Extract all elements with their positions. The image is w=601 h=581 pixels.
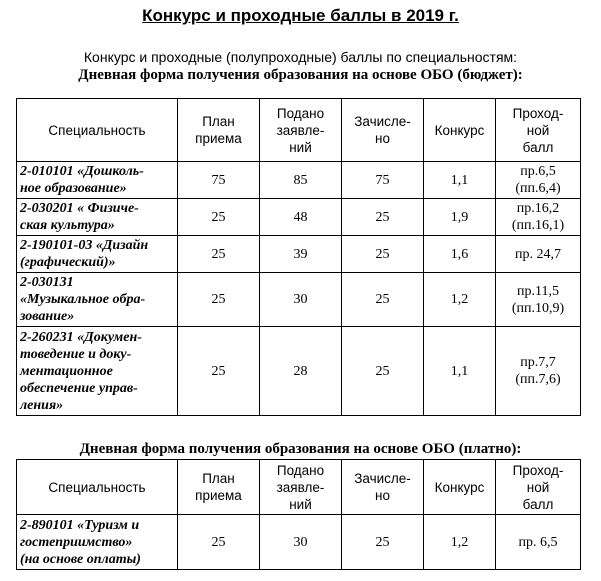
subtitle: Конкурс и проходные (полупроходные) баллы по специальностям: bbox=[83, 49, 518, 65]
header-competition: Конкурс bbox=[424, 99, 496, 162]
cell-specialty: 2-030201 « Физиче- ская культура» bbox=[17, 199, 178, 236]
cell-specialty: 2-030131 «Музыкальное обра- зование» bbox=[17, 273, 178, 327]
cell-competition: 1,6 bbox=[424, 236, 496, 273]
table-row bbox=[17, 327, 581, 416]
admission-table-paid bbox=[16, 459, 581, 570]
cell-submitted: 30 bbox=[260, 273, 342, 327]
cell-plan: 25 bbox=[178, 273, 260, 327]
cell-enrolled: 25 bbox=[342, 236, 424, 273]
cell-competition: 1,2 bbox=[424, 273, 496, 327]
cell-passing-score: пр.11,5 (пп.10,9) bbox=[496, 273, 581, 327]
cell-competition: 1,1 bbox=[424, 327, 496, 416]
table-header-row bbox=[17, 460, 581, 515]
header-plan: План приема bbox=[178, 99, 260, 162]
cell-competition: 1,9 bbox=[424, 199, 496, 236]
header-passing-score: Проход- ной балл bbox=[496, 460, 581, 515]
cell-enrolled: 25 bbox=[342, 327, 424, 416]
cell-enrolled: 25 bbox=[342, 515, 424, 570]
header-submitted: Подано заявле- ний bbox=[260, 460, 342, 515]
header-enrolled: Зачисле- но bbox=[342, 460, 424, 515]
cell-submitted: 30 bbox=[260, 515, 342, 570]
cell-passing-score: пр.16,2 (пп.16,1) bbox=[496, 199, 581, 236]
cell-plan: 25 bbox=[178, 327, 260, 416]
table-row bbox=[17, 236, 581, 273]
cell-enrolled: 25 bbox=[342, 273, 424, 327]
table-row bbox=[17, 162, 581, 199]
section-heading-paid: Дневная форма получения образования на основе ОБО (платно): bbox=[79, 441, 522, 457]
table-row bbox=[17, 199, 581, 236]
cell-passing-score: пр.6,5 (пп.6,4) bbox=[496, 162, 581, 199]
cell-specialty: 2-190101-03 «Дизайн (графический)» bbox=[17, 236, 178, 273]
table-row bbox=[17, 273, 581, 327]
header-specialty: Специальность bbox=[17, 460, 178, 515]
cell-competition: 1,2 bbox=[424, 515, 496, 570]
cell-submitted: 85 bbox=[260, 162, 342, 199]
cell-specialty: 2-890101 «Туризм и гостеприимство» (на основе оплаты) bbox=[17, 515, 178, 570]
cell-enrolled: 75 bbox=[342, 162, 424, 199]
table-row bbox=[17, 515, 581, 570]
cell-submitted: 39 bbox=[260, 236, 342, 273]
cell-enrolled: 25 bbox=[342, 199, 424, 236]
cell-passing-score: пр. 6,5 bbox=[496, 515, 581, 570]
cell-plan: 25 bbox=[178, 515, 260, 570]
page-title: Конкурс и проходные баллы в 2019 г. bbox=[142, 6, 459, 25]
cell-passing-score: пр. 24,7 bbox=[496, 236, 581, 273]
header-submitted: Подано заявле- ний bbox=[260, 99, 342, 162]
cell-competition: 1,1 bbox=[424, 162, 496, 199]
header-specialty: Специальность bbox=[17, 99, 178, 162]
header-competition: Конкурс bbox=[424, 460, 496, 515]
cell-specialty: 2-010101 «Дошколь- ное образование» bbox=[17, 162, 178, 199]
header-passing-score: Проход- ной балл bbox=[496, 99, 581, 162]
table-header-row bbox=[17, 99, 581, 162]
cell-plan: 25 bbox=[178, 236, 260, 273]
cell-specialty: 2-260231 «Докумен- товедение и доку- ментационное обеспечение управ- ления» bbox=[17, 327, 178, 416]
header-plan: План приема bbox=[178, 460, 260, 515]
cell-submitted: 48 bbox=[260, 199, 342, 236]
cell-plan: 75 bbox=[178, 162, 260, 199]
admission-table-budget bbox=[16, 98, 581, 416]
cell-plan: 25 bbox=[178, 199, 260, 236]
section-heading-budget: Дневная форма получения образования на основе ОБО (бюджет): bbox=[78, 67, 523, 83]
header-enrolled: Зачисле- но bbox=[342, 99, 424, 162]
cell-passing-score: пр.7,7 (пп.7,6) bbox=[496, 327, 581, 416]
cell-submitted: 28 bbox=[260, 327, 342, 416]
